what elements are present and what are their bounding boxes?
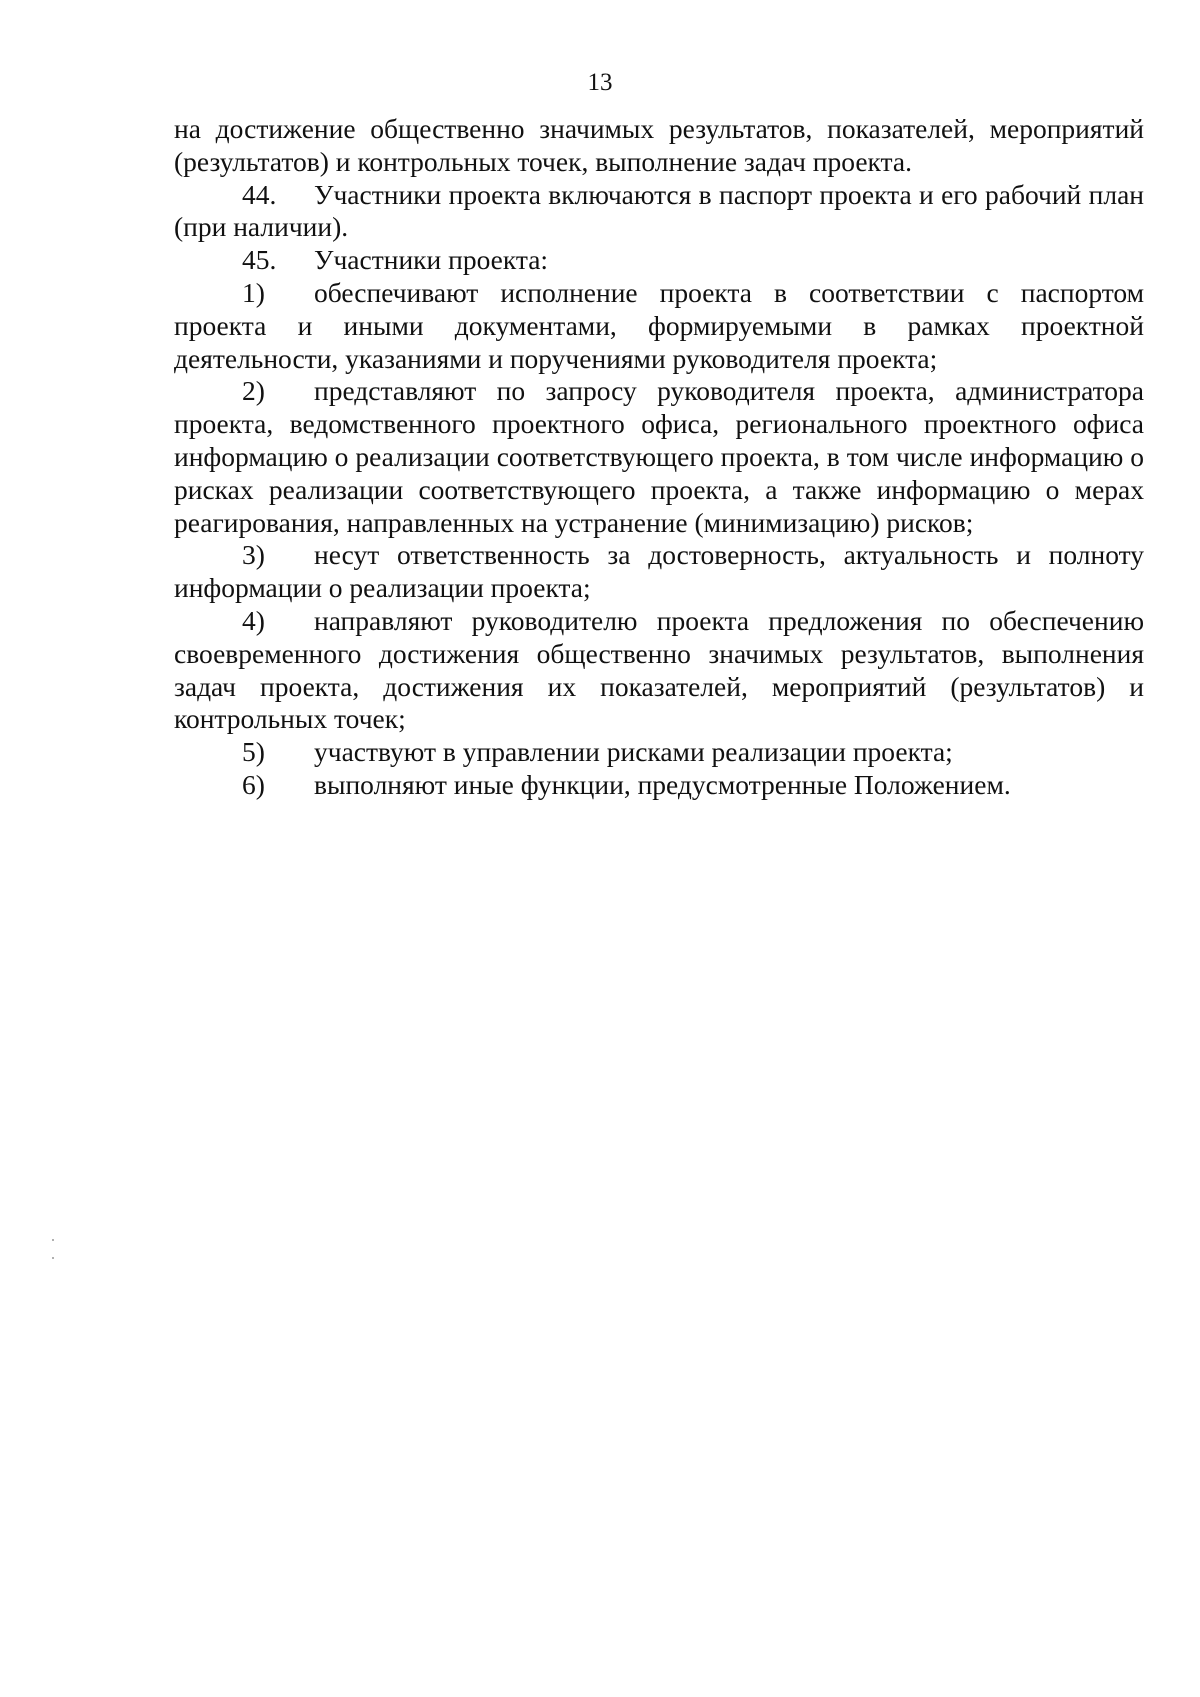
paragraph-number: 44. bbox=[242, 178, 277, 210]
list-item-5 bbox=[174, 736, 1144, 769]
list-item-number: 4) bbox=[242, 604, 265, 636]
list-item-number: 5) bbox=[242, 736, 265, 768]
paragraph-number: 45. bbox=[242, 244, 277, 276]
list-item-number: 2) bbox=[242, 375, 265, 407]
list-item-4 bbox=[174, 605, 1144, 736]
list-item-text: направляют руководителю проекта предложения по обеспечению своевременного достижения общественно значимых результатов, выполнения задач проекта, достижения их показателей, мероприятий (результатов) и контрольных точек; bbox=[174, 604, 1144, 735]
list-item-number: 3) bbox=[242, 539, 265, 571]
paragraph-44 bbox=[174, 179, 1144, 245]
list-item-3 bbox=[174, 539, 1144, 605]
list-item-6 bbox=[174, 769, 1144, 802]
list-item-text: обеспечивают исполнение проекта в соответствии с паспортом проекта и иными документами, формируемыми в рамках проектной деятельности, указаниями и поручениями руководителя проекта; bbox=[174, 276, 1144, 374]
list-item-2 bbox=[174, 375, 1144, 539]
list-item-1 bbox=[174, 277, 1144, 375]
scan-artifact bbox=[52, 1228, 66, 1230]
paragraph-continuation bbox=[174, 113, 1144, 179]
document-body bbox=[174, 113, 1144, 802]
list-item-number: 1) bbox=[242, 276, 265, 308]
paragraph-text: на достижение общественно значимых результатов, показателей, мероприятий (результатов) и контрольных точек, выполнение задач проекта. bbox=[174, 113, 1144, 177]
paragraph-45 bbox=[174, 244, 1144, 277]
paragraph-text: Участники проекта включаются в паспорт проекта и его рабочий план (при наличии). bbox=[174, 178, 1144, 243]
list-item-number: 6) bbox=[242, 768, 265, 800]
list-item-text: несут ответственность за достоверность, актуальность и полноту информации о реализации проекта; bbox=[174, 539, 1144, 604]
list-item-text: участвуют в управлении рисками реализации проекта; bbox=[314, 736, 953, 768]
page-number: 13 bbox=[587, 69, 613, 96]
list-item-text: представляют по запросу руководителя проекта, администратора проекта, ведомственного проектного офиса, регионального проектного офиса информацию о реализации соответствующего проекта, в том числе информацию о рисках реализации соответствующего проекта, а также информацию о мерах реагирования, направленных на устранение (минимизацию) рисков; bbox=[174, 375, 1144, 538]
list-item-text: выполняют иные функции, предусмотренные Положением. bbox=[314, 768, 1011, 800]
paragraph-text: Участники проекта: bbox=[314, 244, 549, 276]
